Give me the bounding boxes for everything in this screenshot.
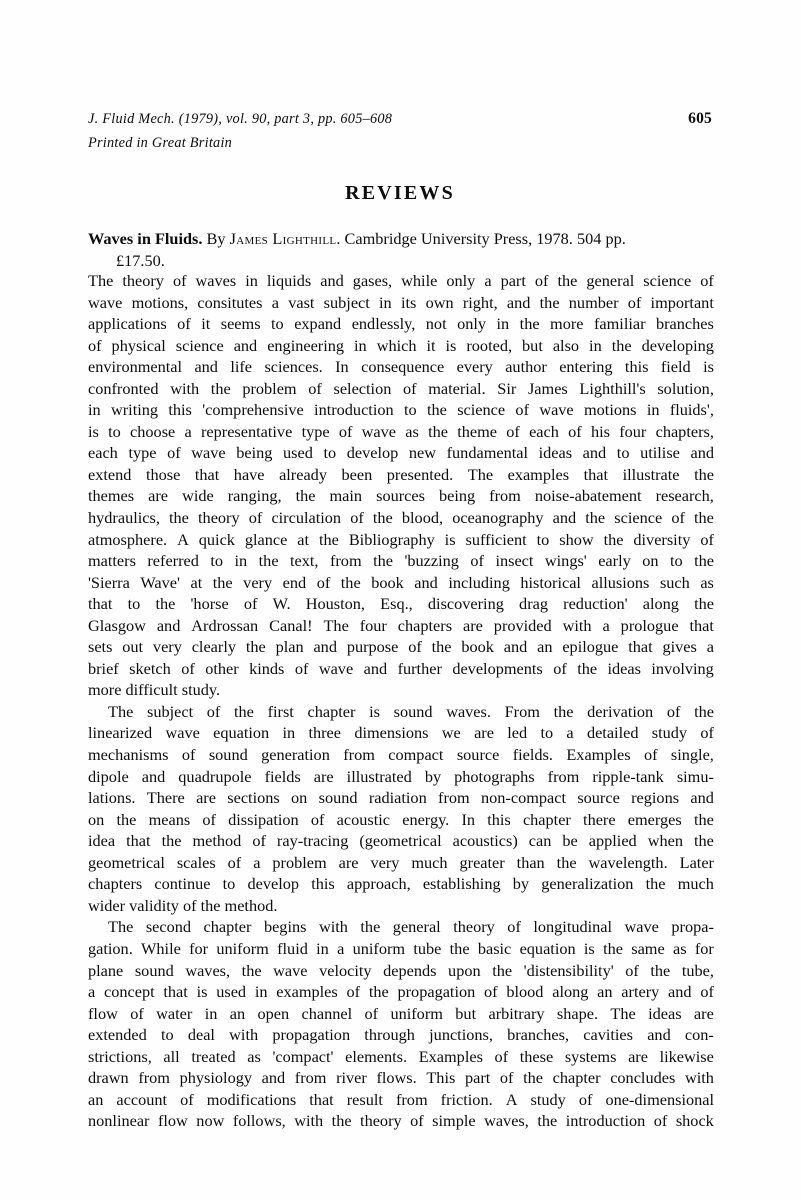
text-line: linearized wave equation in three dimensions we are led to a detailed study of bbox=[88, 723, 714, 743]
text-line: is to choose a representative type of wave as the theme of each of his four chapters, bbox=[88, 421, 714, 441]
printed-in-line: Printed in Great Britain bbox=[88, 135, 233, 151]
page-title: REVIEWS bbox=[345, 182, 455, 204]
paragraph bbox=[88, 701, 714, 916]
text-line: 'Sierra Wave' at the very end of the book and including historical allusions such as bbox=[88, 572, 714, 592]
book-citation bbox=[88, 228, 714, 271]
journal-citation-line: J. Fluid Mech. (1979), vol. 90, part 3, pp. 605–608 bbox=[88, 111, 393, 127]
text-line: gation. While for uniform fluid in a uniform tube the basic equation is the same as for bbox=[88, 938, 714, 958]
book-author: James Lighthill bbox=[229, 229, 337, 248]
text-line: The theory of waves in liquids and gases, while only a part of the general science of bbox=[88, 271, 714, 290]
text-line: hydraulics, the theory of circulation of the blood, oceanography and the science of the bbox=[88, 508, 714, 528]
text-line: that to the 'horse of W. Houston, Esq., discovering drag reduction' along the bbox=[88, 594, 714, 614]
text-line: plane sound waves, the wave velocity depends upon the 'distensibility' of the tube, bbox=[88, 960, 714, 980]
text-line: drawn from physiology and from river flows. This part of the chapter concludes with bbox=[88, 1068, 714, 1088]
text-line: each type of wave being used to develop new fundamental ideas and to utilise and bbox=[88, 443, 714, 463]
text-line: lations. There are sections on sound radiation from non-compact source regions and bbox=[88, 788, 714, 808]
running-head bbox=[88, 110, 712, 152]
text-line: sets out very clearly the plan and purpose of the book and an epilogue that gives a bbox=[88, 637, 714, 657]
review-body bbox=[88, 270, 714, 1132]
text-line: chapters continue to develop this approach, establishing by generalization the much bbox=[88, 874, 714, 894]
text-line: mechanisms of sound generation from compact source fields. Examples of single, bbox=[88, 745, 714, 765]
page-number: 605 bbox=[688, 110, 712, 127]
text-line: atmosphere. A quick glance at the Bibliography is sufficient to show the diversity of bbox=[88, 529, 714, 549]
text-line: idea that the method of ray-tracing (geometrical acoustics) can be applied when the bbox=[88, 831, 714, 851]
text-line: strictions, all treated as 'compact' elements. Examples of these systems are likewise bbox=[88, 1046, 714, 1066]
text-line: extended to deal with propagation through junctions, branches, cavities and con- bbox=[88, 1025, 714, 1045]
text-line: nonlinear flow now follows, with the theory of simple waves, the introduction of shock bbox=[88, 1111, 714, 1131]
text-line: The subject of the first chapter is sound waves. From the derivation of the bbox=[108, 701, 714, 721]
text-line: dipole and quadrupole fields are illustrated by photographs from ripple-tank simu- bbox=[88, 766, 714, 786]
text-line: applications of it seems to expand endlessly, not only in the more familiar branches bbox=[88, 314, 714, 334]
text-line: brief sketch of other kinds of wave and further developments of the ideas involving bbox=[88, 658, 714, 678]
text-line: The second chapter begins with the general theory of longitudinal wave propa- bbox=[108, 917, 714, 937]
text-line: confronted with the problem of selection of material. Sir James Lighthill's solution, bbox=[88, 378, 714, 398]
running-head-row bbox=[88, 110, 712, 128]
text-line: in writing this 'comprehensive introduction to the science of wave motions in fluids', bbox=[88, 400, 714, 420]
book-price: £17.50. bbox=[116, 250, 165, 270]
text-line: on the means of dissipation of acoustic energy. In this chapter there emerges the bbox=[88, 809, 714, 829]
text-line: Glasgow and Ardrossan Canal! The four chapters are provided with a prologue that bbox=[88, 615, 714, 635]
text-line: of physical science and engineering in which it is rooted, but also in the developing bbox=[88, 335, 714, 355]
book-title: Waves in Fluids. bbox=[88, 229, 203, 248]
text-line: flow of water in an open channel of uniform but arbitrary shape. The ideas are bbox=[88, 1003, 714, 1023]
text-line: matters referred to in the text, from the 'buzzing of insect wings' early on to the bbox=[88, 551, 714, 571]
text-line: an account of modifications that result from friction. A study of one-dimensional bbox=[88, 1089, 714, 1109]
text-line: environmental and life sciences. In consequence every author entering this field is bbox=[88, 357, 714, 377]
text-line: extend those that have already been presented. The examples that illustrate the bbox=[88, 464, 714, 484]
paragraph bbox=[88, 270, 714, 701]
publication-details: . Cambridge University Press, 1978. 504 pp. bbox=[336, 229, 626, 248]
text-line: more difficult study. bbox=[88, 680, 221, 700]
text-line: a concept that is used in examples of the propagation of blood along an artery and of bbox=[88, 982, 714, 1002]
text-line: themes are wide ranging, the main sources being from noise-abatement research, bbox=[88, 486, 714, 506]
text-line: wave motions, consitutes a vast subject in its own right, and the number of important bbox=[88, 292, 714, 312]
by-label: By bbox=[206, 229, 226, 248]
text-line: geometrical scales of a problem are very much greater than the wavelength. Later bbox=[88, 852, 714, 872]
text-line: wider validity of the method. bbox=[88, 895, 278, 915]
paragraph bbox=[88, 916, 714, 1131]
